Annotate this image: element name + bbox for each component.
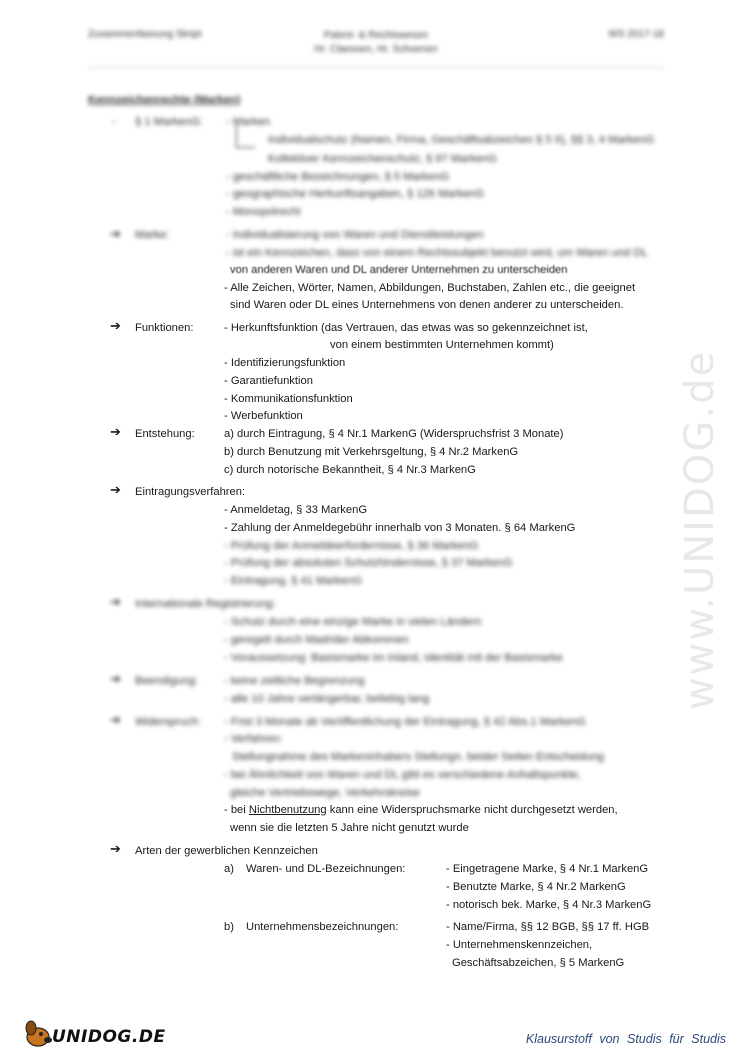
arrow-right-icon: ➔ [110, 318, 121, 333]
nichtbenutzung-term: Nichtbenutzung [248, 804, 327, 816]
internationale-item: - Schutz durch eine einzige Marke in vielen Ländern [224, 616, 482, 628]
nichtbenutzung-suffix: kann eine Widerspruchsmarke nicht durchgesetzt werden, [326, 804, 618, 816]
marke-label: Marke: [135, 229, 170, 241]
arten-a-label: a) [224, 863, 234, 875]
section-title: Kennzeichenrechte (Marken) [88, 94, 241, 106]
unidog-logo [22, 1015, 166, 1051]
widerspruch-verfahren: Stellungnahme des Markeninhabers Stellungn. beider Seiten Entscheidung [232, 751, 604, 763]
kennzeichen-item: - ist ein Kennzeichen, dass von einem Rechtssubjekt benutzt wird, um Waren und DL [226, 247, 648, 259]
funktion-item: - Kommunikationsfunktion [224, 393, 353, 405]
header-center-line1: Patent- & Rechtswesen [323, 30, 429, 41]
widerspruch-item: - Verfahren: [224, 733, 283, 745]
watermark-text: www.UNIDOG.de [677, 349, 723, 711]
internationale-item: - Voraussetzung: Basismarke im Inland, Identität mit der Basismarke [224, 652, 563, 664]
individualschutz-item: Individualschutz (Namen, Firma, Geschäftsabzeichen § 5 II), §§ 3, 4 MarkenG [268, 134, 655, 146]
page-header [88, 27, 664, 68]
funktion-item: - Herkunftsfunktion (das Vertrauen, das etwas was so gekennzeichnet ist, [224, 322, 588, 334]
entstehung-item: c) durch notorische Bekanntheit, § 4 Nr.3 MarkenG [224, 464, 476, 476]
tree-connector [236, 125, 255, 148]
widerspruch-item: - Frist 3 Monate ab Veröffentlichung der Eintragung, § 42 Abs.1 MarkenG [224, 716, 586, 728]
markeng-label: § 1 MarkenG: [135, 116, 203, 128]
arrow-right-icon: ➔ [110, 482, 121, 497]
watermark [660, 300, 740, 760]
header-center-line2: Hr. Claessen, Hr. Schoenen [314, 44, 438, 55]
arten-b-item: - Name/Firma, §§ 12 BGB, §§ 17 ff. HGB [446, 921, 650, 933]
arrow-right-icon: ➔ [110, 671, 121, 686]
nichtbenutzung-line-2: wenn sie die letzten 5 Jahre nicht genutzt wurde [230, 822, 469, 834]
funktion-item: von einem bestimmten Unternehmen kommt) [330, 339, 554, 351]
geographische-item: - geographische Herkunftsangaben, § 126 MarkenG [226, 188, 485, 200]
nichtbenutzung-line [224, 804, 618, 816]
marke-line-1: von anderen Waren und DL anderer Unternehmen zu unterscheiden [230, 264, 568, 276]
arten-a-item: - notorisch bek. Marke, § 4 Nr.3 MarkenG [446, 899, 652, 911]
marke-line-2: - Alle Zeichen, Wörter, Namen, Abbildungen, Buchstaben, Zahlen etc., die geeignet [224, 282, 636, 294]
eintragung-item: - Eintragung, § 41 MarkenG [224, 575, 363, 587]
funktion-item: - Identifizierungsfunktion [224, 357, 346, 369]
footer-slogan: Klausurstoff von Studis für Studis [525, 1032, 726, 1046]
header-left: Zusammenfassung Skript [88, 29, 202, 40]
arten-b-title: Unternehmensbezeichnungen: [246, 921, 399, 933]
nichtbenutzung-prefix: - bei [224, 804, 249, 816]
beendigung-item: - alle 10 Jahre verlängerbar, beliebig lang [224, 693, 430, 705]
widerspruch-item: - bei Ähnlichkeit von Waren und DL gibt es verschiedene Anhaltspunkte, [224, 769, 581, 781]
funktion-item: - Werbefunktion [224, 410, 303, 422]
entstehung-label: Entstehung: [135, 428, 195, 440]
eintragung-item: - Prüfung der absoluten Schutzhindernisse, § 37 MarkenG [224, 557, 513, 569]
arten-a-title: Waren- und DL-Bezeichnungen: [246, 863, 406, 875]
eintragungsverfahren-label: Eintragungsverfahren: [135, 486, 246, 498]
arten-b-item: - Unternehmenskennzeichen, [446, 939, 593, 951]
eintragung-item: - Zahlung der Anmeldegebühr innerhalb von 3 Monaten. § 64 MarkenG [224, 522, 576, 534]
beendigung-item: - keine zeitliche Begrenzung [224, 675, 365, 687]
widerspruch-item: gleiche Vertriebswege, Verkehrskreise [230, 787, 420, 799]
entstehung-item: a) durch Eintragung, § 4 Nr.1 MarkenG (Widerspruchsfrist 3 Monate) [224, 428, 564, 440]
entstehung-item: b) durch Benutzung mit Verkehrsgeltung, § 4 Nr.2 MarkenG [224, 446, 519, 458]
arten-b-label: b) [224, 921, 234, 933]
internationale-item: - geregelt durch Madrider Abkommen [224, 634, 409, 646]
arten-label: Arten der gewerblichen Kennzeichen [135, 845, 318, 857]
arten-b-item: Geschäftsabzeichen, § 5 MarkenG [452, 957, 625, 969]
arten-a-item: - Benutzte Marke, § 4 Nr.2 MarkenG [446, 881, 626, 893]
header-center [88, 29, 664, 57]
arrow-right-icon: ➔ [110, 594, 121, 609]
marke-line-3: sind Waren oder DL eines Unternehmens von denen anderer zu unterscheiden. [230, 299, 624, 311]
geschaeftliche-item: - geschäftliche Bezeichnungen, § 5 MarkenG [226, 171, 450, 183]
logo-text: UNIDOG.DE [52, 1027, 166, 1047]
arrow-right-icon: ➔ [110, 424, 121, 439]
internationale-label: Internationale Registrierung: [135, 598, 276, 610]
header-right: WS 2017-18 [608, 29, 664, 40]
widerspruch-label: Widerspruch: [135, 716, 201, 728]
arrow-right-icon: ➔ [110, 712, 121, 727]
arten-a-item: - Eingetragene Marke, § 4 Nr.1 MarkenG [446, 863, 649, 875]
arrow-right-icon: ➔ [110, 841, 121, 856]
marken-item: - Marken [226, 116, 271, 128]
arrow-right-icon: ➔ [110, 226, 121, 241]
beendigung-label: Beendigung: [135, 675, 198, 687]
kollektiver-item: Kollektiver Kennzeichenschutz, § 97 MarkenG [268, 153, 497, 165]
funktion-item: - Garantiefunktion [224, 375, 313, 387]
monopolrecht-item: - Monopolrecht [226, 206, 301, 218]
eintragung-item: - Prüfung der Anmeldeerfordernisse, § 36 MarkenG [224, 540, 479, 552]
individualisierung-item: - Individualisierung von Waren und Dienstleistungen [226, 229, 484, 241]
funktionen-label: Funktionen: [135, 322, 194, 334]
eintragung-item: - Anmeldetag, § 33 MarkenG [224, 504, 368, 516]
